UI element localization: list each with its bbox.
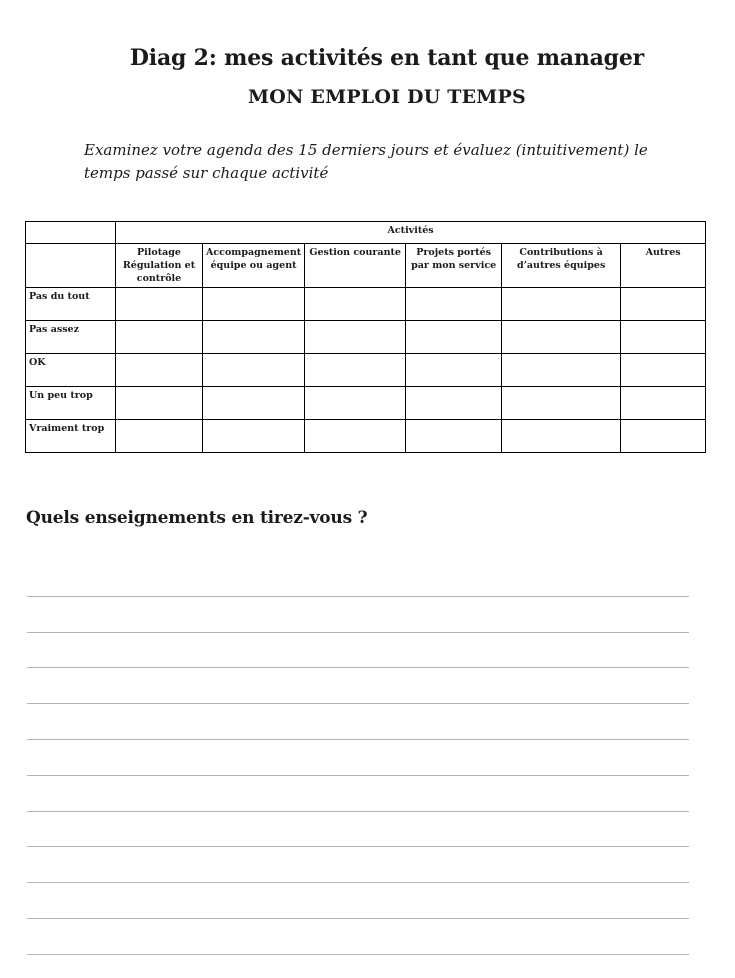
column-header-autres: Autres	[621, 244, 706, 288]
table-cell[interactable]	[116, 321, 203, 354]
table-cell[interactable]	[406, 420, 502, 453]
table-cell[interactable]	[502, 288, 621, 321]
table-cell[interactable]	[116, 288, 203, 321]
table-cell[interactable]	[406, 354, 502, 387]
table-cell[interactable]	[305, 354, 406, 387]
table-cell[interactable]	[621, 387, 706, 420]
table-cell[interactable]	[406, 288, 502, 321]
row-label: Un peu trop	[26, 387, 116, 420]
table-column-header-row	[26, 244, 706, 288]
table-cell[interactable]	[502, 387, 621, 420]
answer-line[interactable]	[27, 740, 689, 776]
table-cell[interactable]	[203, 387, 305, 420]
group-header-cell: Activités	[116, 222, 706, 244]
table-cell[interactable]	[502, 420, 621, 453]
question-heading: Quels enseignements en tirez-vous ?	[26, 508, 368, 528]
page-title: Diag 2: mes activités en tant que manager	[129, 45, 645, 71]
answer-line[interactable]	[27, 633, 689, 669]
column-header-gestion-courante: Gestion courante	[305, 244, 406, 288]
table-cell[interactable]	[621, 420, 706, 453]
row-label: Pas du tout	[26, 288, 116, 321]
table-row-ok	[26, 354, 706, 387]
table-cell[interactable]	[203, 321, 305, 354]
answer-line[interactable]	[27, 883, 689, 919]
table-cell[interactable]	[203, 420, 305, 453]
table-cell[interactable]	[305, 387, 406, 420]
instruction-text: Examinez votre agenda des 15 derniers jours et évaluez (intuitivement) le temps passé sur chaque activité	[84, 141, 648, 182]
table-cell[interactable]	[621, 288, 706, 321]
column-header-pilotage: Pilotage Régulation et contrôle	[116, 244, 203, 288]
table-cell[interactable]	[621, 321, 706, 354]
answer-line[interactable]	[27, 919, 689, 955]
table-row-pas-du-tout	[26, 288, 706, 321]
table-row-vraiment-trop	[26, 420, 706, 453]
page-subtitle: MON EMPLOI DU TEMPS	[248, 86, 526, 108]
row-label: Vraiment trop	[26, 420, 116, 453]
table-row-un-peu-trop	[26, 387, 706, 420]
row-label: Pas assez	[26, 321, 116, 354]
table-cell[interactable]	[305, 288, 406, 321]
row-label: OK	[26, 354, 116, 387]
table-cell[interactable]	[203, 354, 305, 387]
answer-line[interactable]	[27, 597, 689, 633]
table-cell[interactable]	[305, 420, 406, 453]
corner-cell	[26, 244, 116, 288]
table-cell[interactable]	[305, 321, 406, 354]
table-cell[interactable]	[203, 288, 305, 321]
answer-line[interactable]	[27, 812, 689, 848]
activities-rating-table	[25, 221, 706, 453]
table-cell[interactable]	[621, 354, 706, 387]
answer-line[interactable]	[27, 847, 689, 883]
table-cell[interactable]	[502, 354, 621, 387]
table-cell[interactable]	[116, 420, 203, 453]
table-cell[interactable]	[116, 354, 203, 387]
table-row-pas-assez	[26, 321, 706, 354]
answer-line[interactable]	[27, 668, 689, 704]
answer-lines	[27, 561, 689, 955]
table-cell[interactable]	[116, 387, 203, 420]
table-cell[interactable]	[406, 321, 502, 354]
column-header-contributions: Contributions à d’autres équipes	[502, 244, 621, 288]
answer-line[interactable]	[27, 776, 689, 812]
corner-cell	[26, 222, 116, 244]
column-header-accompagnement: Accompagnement équipe ou agent	[203, 244, 305, 288]
table-cell[interactable]	[406, 387, 502, 420]
column-header-projets: Projets portés par mon service	[406, 244, 502, 288]
document-header	[84, 0, 690, 109]
table-cell[interactable]	[502, 321, 621, 354]
table-group-header-row	[26, 222, 706, 244]
answer-line[interactable]	[27, 561, 689, 597]
answer-line[interactable]	[27, 704, 689, 740]
